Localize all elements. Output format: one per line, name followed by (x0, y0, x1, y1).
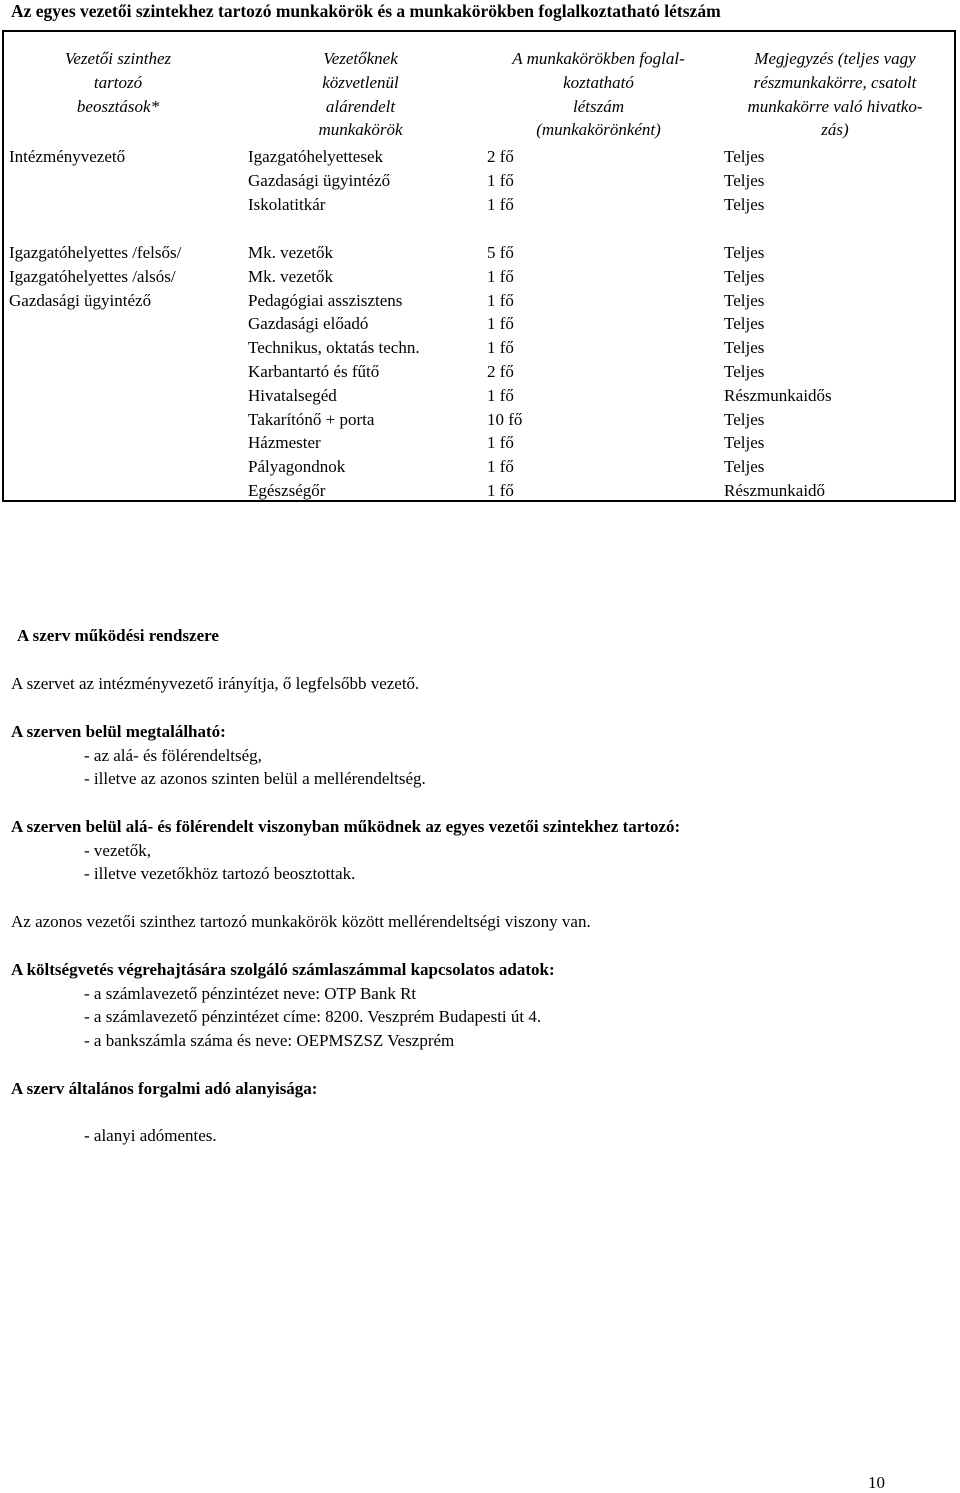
vat-status: - alanyi adómentes. (84, 1126, 217, 1145)
group2-counts: 5 fő 1 fő 1 fő 1 fő 1 fő 2 fő 1 fő 10 fő 1 fő 1 fő 1 fő (487, 243, 523, 500)
bank-account-block: A költségvetés végrehajtására szolgáló számlaszámmal kapcsolatos adatok: - a számlavezető pénzintézet neve: OTP Bank Rt - a számlavezető pénzintézet címe: 8200. Veszprém Budapesti út 4. - a bankszámla száma és neve: OEPMSZSZ Veszprém (11, 960, 555, 1050)
vat-heading: A szerv általános forgalmi adó alanyisága: (11, 1079, 318, 1098)
group2-notes: Teljes Teljes Teljes Teljes Teljes Teljes Részmunkaidős Teljes Teljes Teljes Részmunkaidő (724, 243, 832, 500)
governance-paragraph: A szervet az intézményvezető irányítja, ő legfelsőbb vezető. (11, 674, 420, 693)
subordination-block: A szerven belül megtalálható: - az alá- és fölérendeltség, - illetve az azonos szinten belül a mellérendeltség. (11, 722, 426, 788)
group2-leaders: Igazgatóhelyettes /felsős/ Igazgatóhelyettes /alsós/ Gazdasági ügyintéző (9, 243, 182, 310)
group1-roles: Igazgatóhelyettesek Gazdasági ügyintéző Iskolatitkár (248, 147, 391, 214)
hierarchy-block: A szerven belül alá- és fölérendelt viszonyban működnek az egyes vezetői szintekhez tartozó: - vezetők, - illetve vezetőkhöz tartozó beosztottak. (11, 817, 681, 883)
page-title: Az egyes vezetői szintekhez tartozó munkakörök és a munkakörökben foglalkoztatható létszám (11, 1, 721, 21)
group1-leaders: Intézményvezető (9, 147, 126, 166)
header-leader-level: Vezetői szinthez tartozó beosztások* (64, 49, 172, 116)
group1-counts: 2 fő 1 fő 1 fő (487, 147, 514, 214)
group2-roles: Mk. vezetők Mk. vezetők Pedagógiai asszisztens Gazdasági előadó Technikus, oktatás techn. Karbantartó és fűtő Hivatalsegéd Takarítónő + porta Házmester Pályagondnok Egészségőr (248, 243, 420, 500)
group1-notes: Teljes Teljes Teljes (724, 147, 765, 214)
header-headcount: A munkakörökben foglal- koztatható létszám (munkakörönként) (512, 49, 685, 140)
operating-system-heading: A szerv működési rendszere (17, 626, 219, 645)
header-note: Megjegyzés (teljes vagy részmunkakörre, csatolt munkakörre való hivatko- zás) (747, 49, 923, 140)
header-subordinate-roles: Vezetőknek közvetlenül alárendelt munkakörök (318, 49, 403, 140)
coordination-paragraph: Az azonos vezetői szinthez tartozó munkakörök között mellérendeltségi viszony van. (11, 912, 591, 931)
page-number: 10 (868, 1473, 885, 1492)
